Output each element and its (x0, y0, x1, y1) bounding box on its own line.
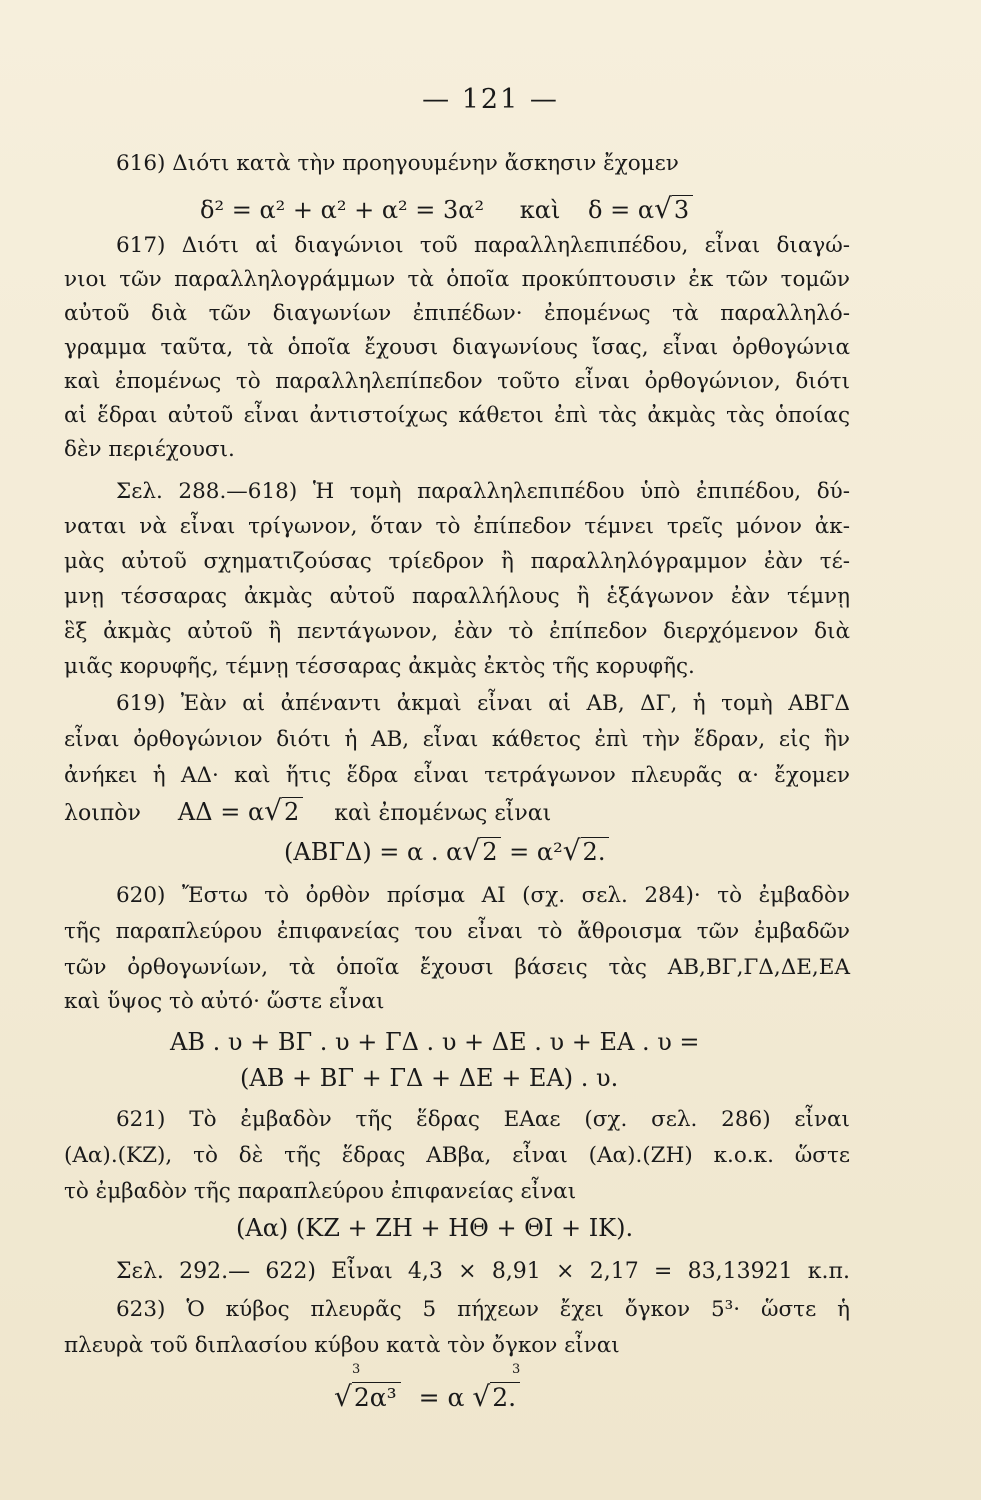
paragraph-618-line: μνῃ τέσσαρας ἀκμὰς αὐτοῦ παραλλήλους ἢ ἑξάγωνον ἐὰν τέμνῃ (64, 584, 850, 609)
page-number: — 121 — (422, 84, 559, 115)
paragraph-619-line: ἀνήκει ἡ ΑΔ· καὶ ἥτις ἕδρα εἶναι τετράγωνον πλευρᾶς α· ἔχομεν (64, 763, 850, 788)
radical-index: 3 (512, 1362, 521, 1377)
radicand: 3 (672, 195, 693, 224)
paragraph-616-line: 616) Διότι κατὰ τὴν προηγουμένην ἄσκησιν ἔχομεν (116, 151, 679, 176)
equation-616-part: δ = α (588, 196, 655, 224)
radical-sign-icon: √ (562, 834, 581, 867)
equation-623 (334, 1362, 521, 1413)
radical-sign-icon: √ (472, 1380, 491, 1413)
radical-sign-icon: √ (264, 794, 282, 827)
paragraph-623-line: πλευρὰ τοῦ διπλασίου κύβου κατὰ τὸν ὄγκον εἶναι (64, 1333, 620, 1358)
equation-620-line2: (ΑΒ + ΒΓ + ΓΔ + ΔΕ + ΕΑ) . υ. (240, 1064, 619, 1092)
paragraph-621-line: τὸ ἐμβαδὸν τῆς παραπλεύρου ἐπιφανείας εἶναι (64, 1179, 577, 1204)
paragraph-619-line: 619) Ἐὰν αἱ ἀπέναντι ἀκμαὶ εἶναι αἱ ΑΒ, ΔΓ, ἡ τομὴ ΑΒΓΔ (116, 691, 850, 716)
paragraph-620-line: 620) Ἔστω τὸ ὀρθὸν πρίσμα ΑΙ (σχ. σελ. 284)· τὸ ἐμβαδὸν (116, 883, 850, 908)
equation-623-part: = α (418, 1383, 465, 1412)
equation-619-line (64, 794, 551, 827)
paragraph-620-line: τῆς παραπλεύρου ἐπιφανείας του εἶναι τὸ ἄθροισμα τῶν ἐμβαδῶν (64, 919, 850, 944)
paragraph-621-line: 621) Τὸ ἐμβαδὸν τῆς ἕδρας ΕΑαε (σχ. σελ. 286) εἶναι (116, 1107, 850, 1132)
equation-619-part: (ΑΒΓΔ) = α . α (284, 838, 463, 866)
paragraph-617-line: γραμμα ταῦτα, τὰ ὁποῖα ἔχουσι διαγωνίους ἴσας, εἶναι ὀρθογώνια (64, 335, 850, 360)
radicand: 2α³ (352, 1382, 401, 1412)
paragraph-620-line: τῶν ὀρθογωνίων, τὰ ὁποῖα ἔχουσι βάσεις τὰς ΑΒ,ΒΓ,ΓΔ,ΔΕ,ΕΑ (64, 955, 850, 980)
paragraph-619-line: εἶναι ὀρθογώνιον διότι ἡ ΑΒ, εἶναι κάθετος ἐπὶ τὴν ἕδραν, εἰς ἣν (64, 727, 850, 752)
equation-616 (200, 192, 693, 225)
radical-sign-icon: √ (334, 1380, 352, 1413)
paragraph-620-line: καὶ ὕψος τὸ αὐτό· ὥστε εἶναι (64, 989, 385, 1014)
paragraph-623-line: 623) Ὁ κύβος πλευρᾶς 5 πήχεων ἔχει ὄγκον 5³· ὥστε ἡ (116, 1297, 850, 1322)
radicand: 2. (490, 1382, 520, 1412)
radical-index: 3 (352, 1362, 361, 1377)
paragraph-622-line: Σελ. 292.— 622) Εἶναι 4,3 × 8,91 × 2,17 = 83,13921 κ.π. (116, 1259, 850, 1284)
equation-620-line1: ΑΒ . υ + ΒΓ . υ + ΓΔ . υ + ΔΕ . υ + ΕΑ . υ = (170, 1028, 700, 1056)
equation-619-lead: λοιπὸν (64, 801, 141, 826)
equation-621: (Αα) (ΚΖ + ΖΗ + ΗΘ + ΘΙ + ΙΚ). (236, 1214, 634, 1242)
paragraph-621-line: (Αα).(ΚΖ), τὸ δὲ τῆς ἕδρας ΑΒβα, εἶναι (Αα).(ΖΗ) κ.ο.κ. ὥστε (64, 1143, 850, 1168)
paragraph-617-line: νιοι τῶν παραλληλογράμμων τὰ ὁποῖα προκύπτουσιν ἐκ τῶν τομῶν (64, 267, 850, 292)
paragraph-617-line: αὐτοῦ διὰ τῶν διαγωνίων ἐπιπέδων· ἐπομένως τὰ παραλληλό- (64, 301, 850, 326)
paragraph-618-line: ναται νὰ εἶναι τρίγωνον, ὅταν τὸ ἐπίπεδον τέμνει τρεῖς μόνον ἀκ- (64, 514, 850, 539)
paragraph-618-line: μιᾶς κορυφῆς, τέμνῃ τέσσαρας ἀκμὰς ἐκτὸς τῆς κορυφῆς. (64, 654, 695, 679)
equation-616-part: δ² = α² + α² + α² = 3α² (200, 196, 485, 224)
equation-619-part: ΑΔ = α (177, 798, 265, 826)
paragraph-618-line: ἓξ ἀκμὰς αὐτοῦ ἢ πεντάγωνον, ἐὰν τὸ ἐπίπεδον διερχόμενον διὰ (64, 619, 850, 644)
radical-sign-icon: √ (462, 834, 481, 867)
radical-sign-icon: √ (654, 192, 672, 225)
equation-616-conj: καὶ (519, 196, 561, 224)
equation-619-area (284, 834, 609, 867)
paragraph-617-line: δὲν περιέχουσι. (64, 437, 235, 462)
radicand: 2 (480, 837, 501, 866)
radicand: 2. (581, 837, 610, 866)
paragraph-617-line: 617) Διότι αἱ διαγώνιοι τοῦ παραλληλεπιπέδου, εἶναι διαγώ- (116, 233, 850, 258)
radicand: 2 (282, 797, 303, 826)
equation-619-part: = α² (509, 838, 563, 866)
paragraph-617-line: αἱ ἕδραι αὐτοῦ εἶναι ἀντιστοίχως κάθετοι ἐπὶ τὰς ἀκμὰς τὰς ὁποίας (64, 403, 850, 428)
paragraph-618-line: μὰς αὐτοῦ σχηματιζούσας τρίεδρον ἢ παραλληλόγραμμον ἐὰν τέ- (64, 549, 850, 574)
paragraph-618-line: Σελ. 288.—618) Ἡ τομὴ παραλληλεπιπέδου ὑπὸ ἐπιπέδου, δύ- (116, 479, 850, 504)
equation-619-tail: καὶ ἐπομένως εἶναι (334, 801, 552, 826)
paragraph-617-line: καὶ ἐπομένως τὸ παραλληλεπίπεδον τοῦτο εἶναι ὀρθογώνιον, διότι (64, 369, 850, 394)
